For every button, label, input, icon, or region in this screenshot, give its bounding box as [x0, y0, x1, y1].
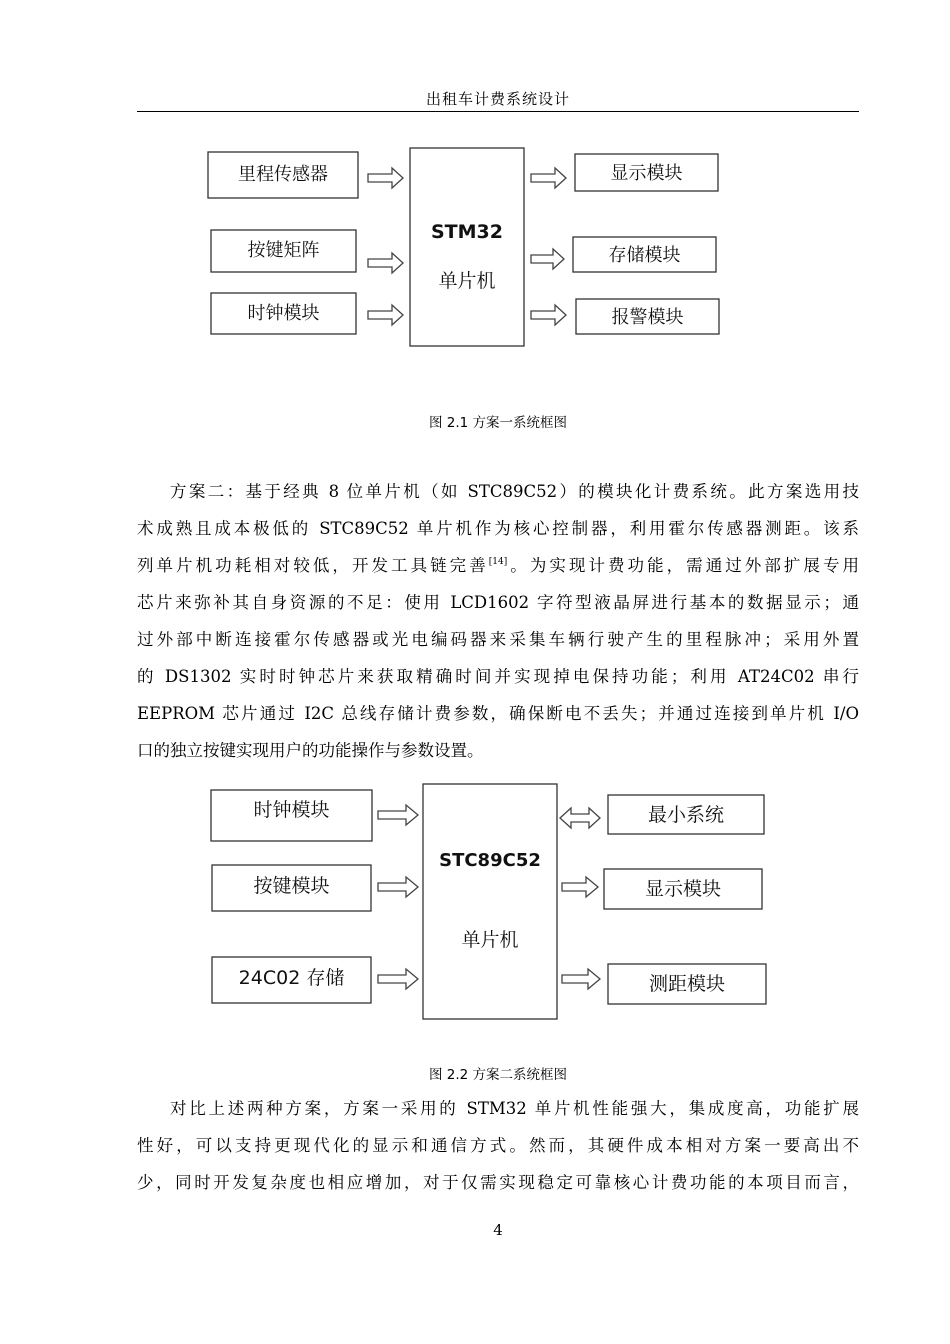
svg-text:存储模块: 存储模块: [608, 245, 681, 266]
svg-text:显示模块: 显示模块: [644, 878, 722, 900]
mcu-label-model: STC89C52: [439, 850, 541, 871]
arrow-right-icon: [368, 305, 403, 325]
svg-text:报警模块: 报警模块: [611, 307, 684, 328]
text-line: 对比上述两种方案，方案一采用的 STM32 单片机性能强大，集成度高，功能扩展: [170, 1099, 859, 1118]
svg-text:最小系统: 最小系统: [647, 804, 725, 826]
text-line: 过外部中断连接霍尔传感器或光电编码器来采集车辆行驶产生的里程脉冲；采用外置: [137, 630, 859, 649]
mcu-label-model: STM32: [431, 221, 503, 243]
input-box-24c02-storage: [212, 957, 371, 1003]
citation-ref: [14]: [488, 557, 508, 567]
arrow-right-icon: [531, 305, 566, 325]
mcu-label-type: 单片机: [438, 270, 496, 292]
svg-text:24C02 存储: 24C02 存储: [238, 967, 345, 989]
text-line: 方案二：基于经典 8 位单片机（如 STC89C52）的模块化计费系统。此方案选用技: [170, 482, 859, 501]
running-header: 出租车计费系统设计: [425, 90, 570, 108]
arrow-right-icon: [531, 249, 564, 269]
arrow-right-icon: [378, 969, 418, 989]
svg-text:时钟模块: 时钟模块: [247, 303, 320, 324]
mcu-box-stc89c52: [423, 784, 557, 1019]
output-box-minimum-system: [608, 795, 764, 834]
svg-text:里程传感器: 里程传感器: [238, 164, 328, 185]
svg-text:显示模块: 显示模块: [610, 163, 683, 184]
arrow-right-icon: [378, 805, 418, 825]
output-box-alarm-module: [576, 299, 719, 334]
output-box-storage-module: [573, 237, 716, 272]
svg-text:测距模块: 测距模块: [648, 973, 726, 995]
input-box-key-module: [212, 865, 371, 911]
input-box-key-matrix: [211, 230, 356, 272]
arrow-right-icon: [368, 168, 403, 188]
arrow-right-icon: [562, 969, 600, 989]
output-box-ranging-module: [608, 964, 766, 1004]
svg-text:按键矩阵: 按键矩阵: [247, 240, 320, 261]
output-box-display-module: [604, 869, 762, 909]
text-line: 术成熟且成本极低的 STC89C52 单片机作为核心控制器，利用霍尔传感器测距。该系: [137, 519, 859, 538]
figure-2-1-block-diagram: [0, 140, 950, 355]
arrow-right-icon: [378, 877, 418, 897]
arrow-right-icon: [368, 253, 403, 273]
text-line: 性好，可以支持更现代化的显示和通信方式。然而，其硬件成本相对方案一要高出不: [137, 1136, 859, 1155]
arrow-right-icon: [562, 877, 598, 897]
paragraph-comparison: [137, 1090, 859, 1201]
header-rule: [137, 111, 859, 112]
figure-2-2-caption: 图 2.2 方案二系统框图: [428, 1067, 568, 1083]
input-box-mileage-sensor: [208, 152, 358, 198]
output-box-display-module: [575, 154, 718, 191]
text-line: 芯片来弥补其自身资源的不足：使用 LCD1602 字符型液晶屏进行基本的数据显示；通: [137, 593, 859, 612]
svg-text:按键模块: 按键模块: [253, 875, 330, 897]
text-line: 列单片机功耗相对较低，开发工具链完善[14]。为实现计费功能，需通过外部扩展专用: [137, 556, 860, 575]
text-line: EEPROM 芯片通过 I2C 总线存储计费参数，确保断电不丢失；并通过连接到单片机 I/O: [137, 704, 859, 723]
input-box-clock-module: [211, 293, 356, 334]
input-box-clock-module: [211, 790, 372, 841]
text-line: 的 DS1302 实时时钟芯片来获取精确时间并实现掉电保持功能；利用 AT24C02 串行: [137, 667, 859, 686]
text-line: 少，同时开发复杂度也相应增加，对于仅需实现稳定可靠核心计费功能的本项目而言，: [137, 1173, 859, 1192]
svg-text:时钟模块: 时钟模块: [253, 799, 330, 821]
paragraph-scheme-two: [137, 473, 859, 769]
bidirectional-arrow-icon: [560, 808, 600, 828]
arrow-right-icon: [531, 168, 566, 188]
figure-2-1-caption: 图 2.1 方案一系统框图: [428, 415, 568, 431]
mcu-box-stm32: [410, 148, 524, 346]
text-line: 口的独立按键实现用户的功能操作与参数设置。: [137, 741, 484, 760]
page-number: 4: [493, 1221, 503, 1239]
figure-2-2-block-diagram: [0, 780, 950, 1025]
mcu-label-type: 单片机: [461, 929, 519, 951]
